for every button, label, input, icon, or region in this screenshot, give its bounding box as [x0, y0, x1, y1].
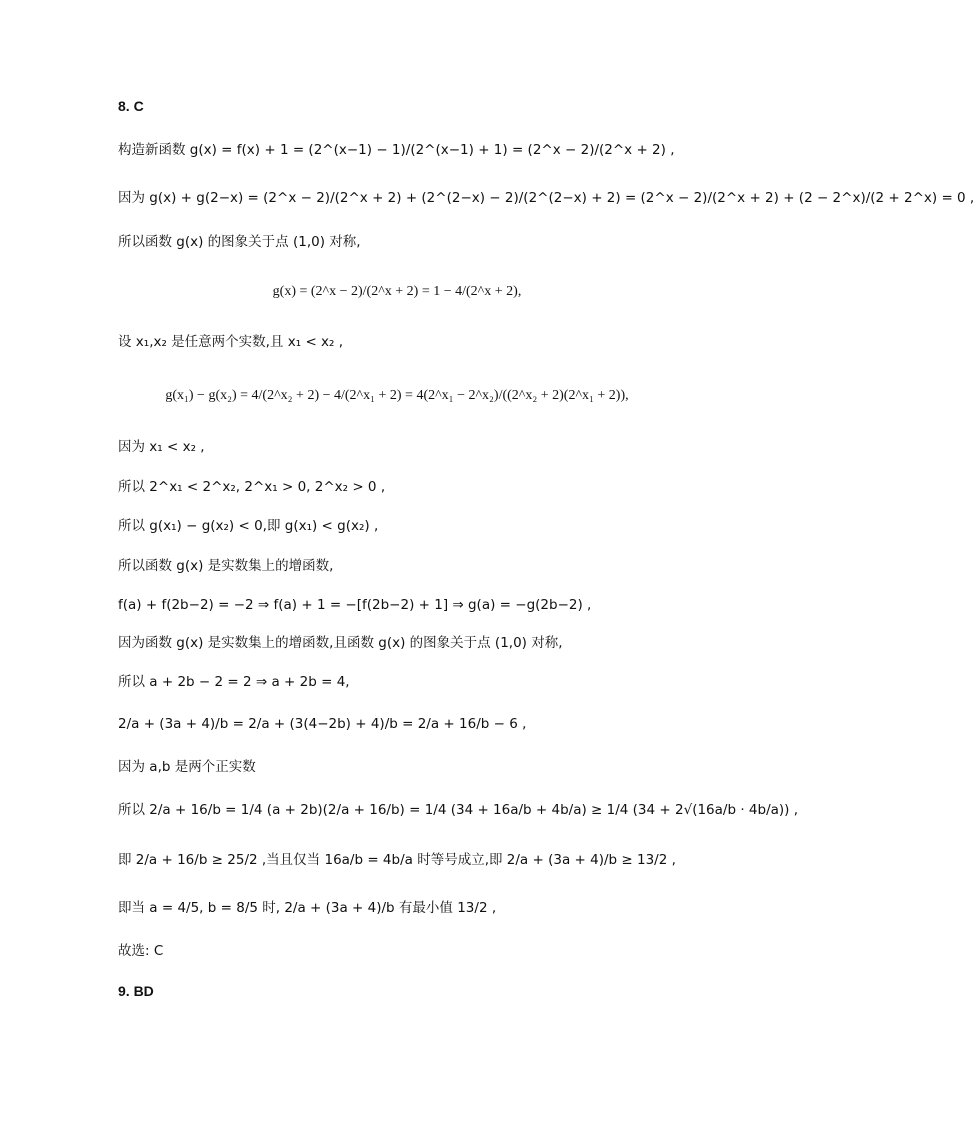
- solution-line-l09: 所以 2^x₁ < 2^x₂, 2^x₁ > 0, 2^x₂ > 0 ,: [118, 479, 386, 495]
- solution-line-l07: g(x₁) − g(x₂) = 4/(2^x₂ + 2) − 4/(2^x₁ + 2) = 4(2^x₁ − 2^x₂)/((2^x₂ + 2)(2^x₁ + 2)),: [165, 388, 629, 403]
- solution-line-l12: f(a) + f(2b−2) = −2 ⇒ f(a) + 1 = −[f(2b−2) + 1] ⇒ g(a) = −g(2b−2) ,: [118, 597, 592, 613]
- solution-line-l19: 即当 a = 4/5, b = 8/5 时, 2/a + (3a + 4)/b 有最小值 13/2 ,: [118, 900, 497, 916]
- solution-line-l03: 因为 g(x) + g(2−x) = (2^x − 2)/(2^x + 2) + (2^(2−x) − 2)/(2^(2−x) + 2) = (2^x − 2)/(2^x + 2) + (2 − 2^x)/(2 + 2^x) = 0 ,: [118, 190, 974, 206]
- solution-line-l11: 所以函数 g(x) 是实数集上的增函数,: [118, 558, 334, 574]
- solution-line-l16: 因为 a,b 是两个正实数: [118, 759, 256, 775]
- solution-line-l01: 8. C: [118, 98, 144, 114]
- solution-line-l08: 因为 x₁ < x₂ ,: [118, 439, 205, 455]
- solution-line-l20: 故选: C: [118, 943, 164, 959]
- solution-line-l10: 所以 g(x₁) − g(x₂) < 0,即 g(x₁) < g(x₂) ,: [118, 518, 379, 534]
- solution-line-l05: g(x) = (2^x − 2)/(2^x + 2) = 1 − 4/(2^x + 2),: [272, 284, 522, 299]
- solution-line-l14: 所以 a + 2b − 2 = 2 ⇒ a + 2b = 4,: [118, 674, 350, 690]
- solution-line-l04: 所以函数 g(x) 的图象关于点 (1,0) 对称,: [118, 234, 361, 250]
- solution-line-l06: 设 x₁,x₂ 是任意两个实数,且 x₁ < x₂ ,: [118, 334, 344, 350]
- solution-line-l13: 因为函数 g(x) 是实数集上的增函数,且函数 g(x) 的图象关于点 (1,0) 对称,: [118, 635, 563, 651]
- solution-line-l02: 构造新函数 g(x) = f(x) + 1 = (2^(x−1) − 1)/(2^(x−1) + 1) = (2^x − 2)/(2^x + 2) ,: [118, 142, 675, 158]
- solution-line-l21: 9. BD: [118, 983, 154, 999]
- solution-line-l18: 即 2/a + 16/b ≥ 25/2 ,当且仅当 16a/b = 4b/a 时等号成立,即 2/a + (3a + 4)/b ≥ 13/2 ,: [118, 852, 676, 868]
- solution-line-l15: 2/a + (3a + 4)/b = 2/a + (3(4−2b) + 4)/b = 2/a + 16/b − 6 ,: [118, 716, 527, 732]
- solution-line-l17: 所以 2/a + 16/b = 1/4 (a + 2b)(2/a + 16/b) = 1/4 (34 + 16a/b + 4b/a) ≥ 1/4 (34 + 2√(16a/b · 4b/a)) ,: [118, 802, 799, 818]
